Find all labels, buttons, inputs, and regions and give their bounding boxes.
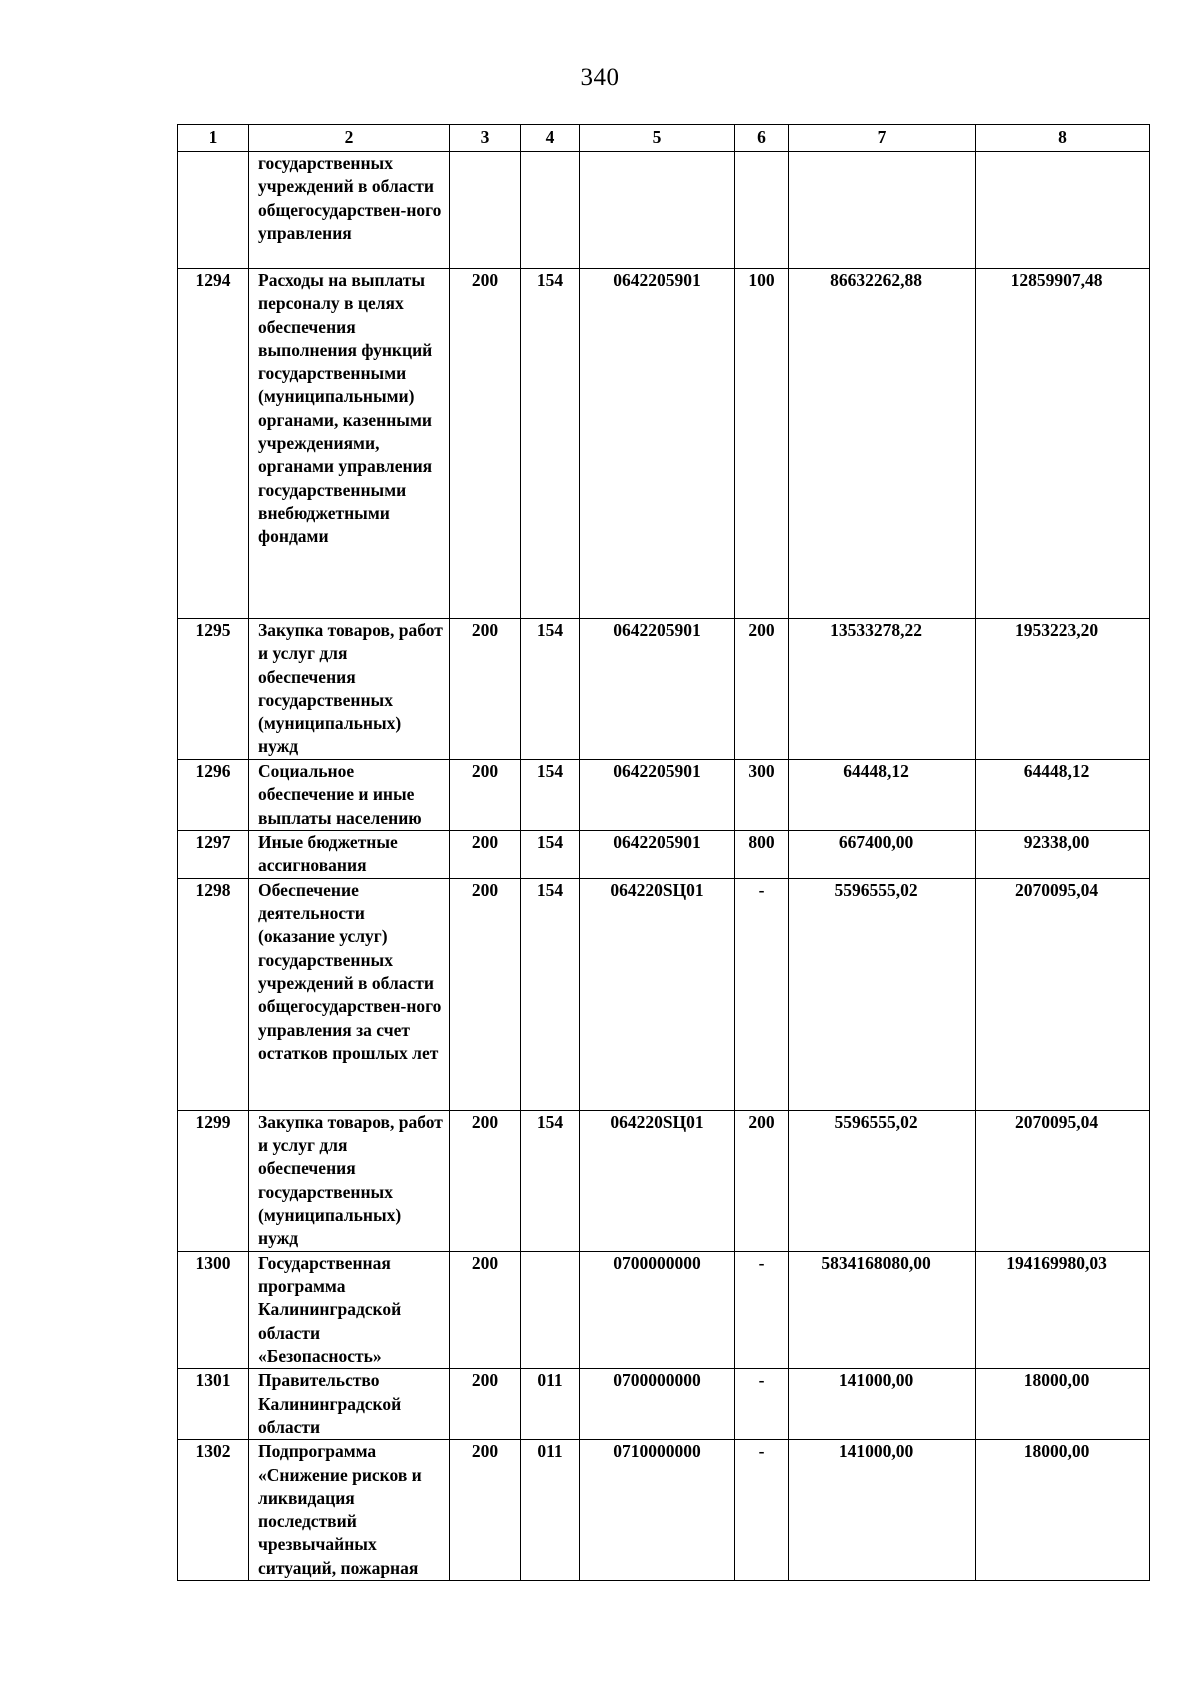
row-name: Обеспечение деятельности (оказание услуг) государственных учреждений в области общегосударствен-ного управления за счет остатков прошлых лет bbox=[249, 878, 450, 1110]
row-col-4 bbox=[521, 1251, 580, 1368]
row-amount-7: 141000,00 bbox=[789, 1440, 976, 1581]
row-amount-8: 12859907,48 bbox=[976, 269, 1150, 619]
row-code: 0642205901 bbox=[580, 830, 735, 878]
row-amount-8: 194169980,03 bbox=[976, 1251, 1150, 1368]
row-col-6: - bbox=[735, 1440, 789, 1581]
row-col-3: 200 bbox=[450, 1369, 521, 1440]
row-name: Правительство Калининградской области bbox=[249, 1369, 450, 1440]
row-number: 1297 bbox=[178, 830, 249, 878]
row-col-6: 200 bbox=[735, 1110, 789, 1251]
row-col-4: 011 bbox=[521, 1440, 580, 1581]
row-col-4: 154 bbox=[521, 269, 580, 619]
row-col-6: - bbox=[735, 878, 789, 1110]
table-row bbox=[178, 1110, 1150, 1251]
column-header-7: 7 bbox=[789, 125, 976, 152]
table-row bbox=[178, 878, 1150, 1110]
row-number: 1300 bbox=[178, 1251, 249, 1368]
row-col-3: 200 bbox=[450, 269, 521, 619]
row-col-6 bbox=[735, 152, 789, 269]
row-code: 0642205901 bbox=[580, 269, 735, 619]
row-col-6: 200 bbox=[735, 619, 789, 760]
row-name: Государственная программа Калининградской области «Безопасность» bbox=[249, 1251, 450, 1368]
row-col-4: 154 bbox=[521, 1110, 580, 1251]
row-amount-8: 2070095,04 bbox=[976, 1110, 1150, 1251]
row-amount-8 bbox=[976, 152, 1150, 269]
row-name: Закупка товаров, работ и услуг для обеспечения государственных (муниципальных) нужд bbox=[249, 1110, 450, 1251]
row-amount-7: 5596555,02 bbox=[789, 878, 976, 1110]
row-amount-7: 5596555,02 bbox=[789, 1110, 976, 1251]
table-body bbox=[178, 152, 1150, 1581]
row-amount-8: 18000,00 bbox=[976, 1369, 1150, 1440]
row-col-3: 200 bbox=[450, 1110, 521, 1251]
row-col-4: 011 bbox=[521, 1369, 580, 1440]
row-col-4 bbox=[521, 152, 580, 269]
row-amount-7: 13533278,22 bbox=[789, 619, 976, 760]
table-row bbox=[178, 1251, 1150, 1368]
row-col-6: 100 bbox=[735, 269, 789, 619]
row-name: Иные бюджетные ассигнования bbox=[249, 830, 450, 878]
table-row bbox=[178, 619, 1150, 760]
row-code: 0700000000 bbox=[580, 1251, 735, 1368]
row-name: государственных учреждений в области общегосударствен-ного управления bbox=[249, 152, 450, 269]
page-number: 340 bbox=[580, 64, 620, 91]
row-col-3: 200 bbox=[450, 830, 521, 878]
row-col-4: 154 bbox=[521, 878, 580, 1110]
row-amount-7: 64448,12 bbox=[789, 760, 976, 831]
row-name: Подпрограмма «Снижение рисков и ликвидация последствий чрезвычайных ситуаций, пожарная bbox=[249, 1440, 450, 1581]
row-code: 0642205901 bbox=[580, 619, 735, 760]
row-number: 1294 bbox=[178, 269, 249, 619]
column-header-3: 3 bbox=[450, 125, 521, 152]
column-header-2: 2 bbox=[249, 125, 450, 152]
row-number: 1302 bbox=[178, 1440, 249, 1581]
table-row bbox=[178, 269, 1150, 619]
row-amount-8: 18000,00 bbox=[976, 1440, 1150, 1581]
row-number: 1299 bbox=[178, 1110, 249, 1251]
row-col-4: 154 bbox=[521, 619, 580, 760]
row-col-3: 200 bbox=[450, 760, 521, 831]
row-number: 1298 bbox=[178, 878, 249, 1110]
row-name: Социальное обеспечение и иные выплаты населению bbox=[249, 760, 450, 831]
row-col-3 bbox=[450, 152, 521, 269]
row-col-3: 200 bbox=[450, 619, 521, 760]
table-header-row bbox=[178, 125, 1150, 152]
row-amount-7: 667400,00 bbox=[789, 830, 976, 878]
row-code: 064220SЦ01 bbox=[580, 878, 735, 1110]
table-row bbox=[178, 1369, 1150, 1440]
row-number: 1301 bbox=[178, 1369, 249, 1440]
row-col-3: 200 bbox=[450, 1440, 521, 1581]
row-col-3: 200 bbox=[450, 878, 521, 1110]
row-col-6: - bbox=[735, 1251, 789, 1368]
row-col-4: 154 bbox=[521, 830, 580, 878]
row-col-6: - bbox=[735, 1369, 789, 1440]
row-number: 1295 bbox=[178, 619, 249, 760]
budget-table bbox=[177, 124, 1150, 1581]
row-number: 1296 bbox=[178, 760, 249, 831]
table-row bbox=[178, 1440, 1150, 1581]
row-amount-7: 141000,00 bbox=[789, 1369, 976, 1440]
row-amount-8: 92338,00 bbox=[976, 830, 1150, 878]
column-header-8: 8 bbox=[976, 125, 1150, 152]
row-amount-8: 64448,12 bbox=[976, 760, 1150, 831]
row-code: 0642205901 bbox=[580, 760, 735, 831]
row-col-6: 300 bbox=[735, 760, 789, 831]
row-amount-8: 1953223,20 bbox=[976, 619, 1150, 760]
row-code bbox=[580, 152, 735, 269]
row-amount-7 bbox=[789, 152, 976, 269]
row-code: 0700000000 bbox=[580, 1369, 735, 1440]
table-header bbox=[178, 125, 1150, 152]
column-header-4: 4 bbox=[521, 125, 580, 152]
row-name: Расходы на выплаты персоналу в целях обеспечения выполнения функций государственными (муниципальными) органами, казенными учреждениями, органами управления государственными внебюджетными фондами bbox=[249, 269, 450, 619]
table-row bbox=[178, 152, 1150, 269]
row-col-3: 200 bbox=[450, 1251, 521, 1368]
table-row bbox=[178, 760, 1150, 831]
row-name: Закупка товаров, работ и услуг для обеспечения государственных (муниципальных) нужд bbox=[249, 619, 450, 760]
table-row bbox=[178, 830, 1150, 878]
row-code: 064220SЦ01 bbox=[580, 1110, 735, 1251]
row-col-6: 800 bbox=[735, 830, 789, 878]
row-col-4: 154 bbox=[521, 760, 580, 831]
row-number bbox=[178, 152, 249, 269]
column-header-5: 5 bbox=[580, 125, 735, 152]
row-amount-7: 86632262,88 bbox=[789, 269, 976, 619]
column-header-1: 1 bbox=[178, 125, 249, 152]
column-header-6: 6 bbox=[735, 125, 789, 152]
row-code: 0710000000 bbox=[580, 1440, 735, 1581]
row-amount-8: 2070095,04 bbox=[976, 878, 1150, 1110]
row-amount-7: 5834168080,00 bbox=[789, 1251, 976, 1368]
